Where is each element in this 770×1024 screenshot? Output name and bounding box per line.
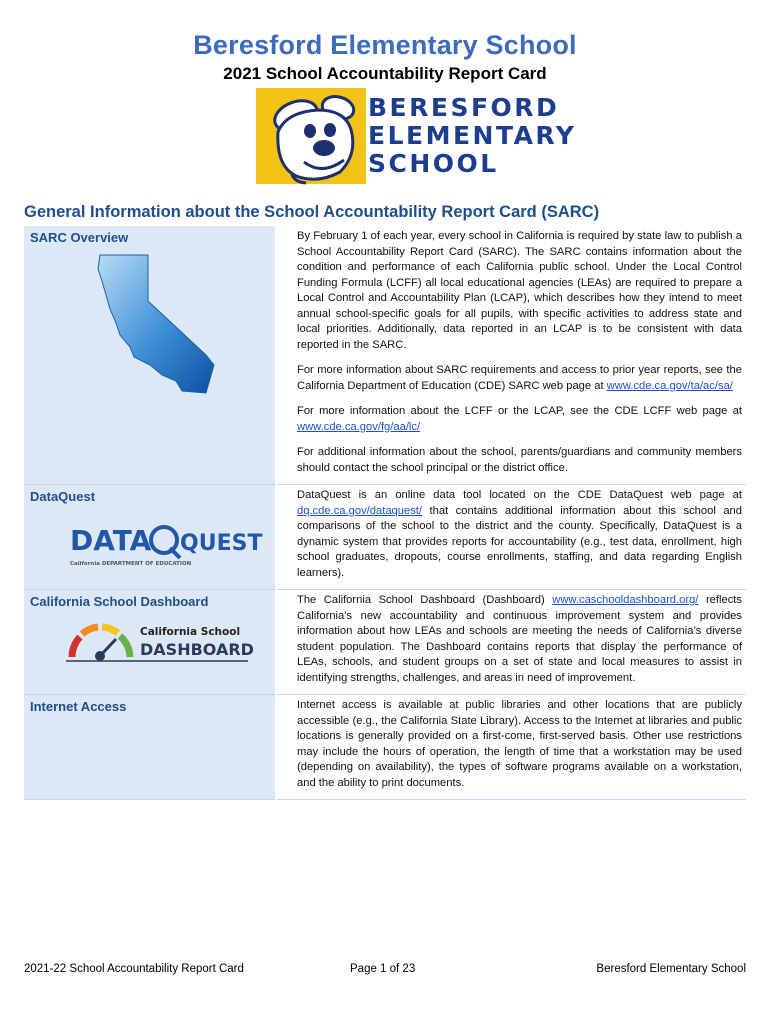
dashboard-paragraph [297, 593, 742, 686]
gauge-segment-red [72, 637, 80, 657]
section-heading: General Information about the School Accountability Report Card (SARC) [24, 203, 600, 221]
row-text-dashboard [276, 590, 746, 695]
row-label: Internet Access [30, 699, 127, 714]
table-row-dashboard [24, 590, 746, 695]
dataquest-logo-word-a: DATA [70, 524, 152, 557]
dashboard-text-before: The California School Dashboard (Dashboard) [297, 594, 553, 606]
dataquest-logo-caption: California DEPARTMENT OF EDUCATION [70, 561, 192, 567]
dataquest-logo [30, 510, 263, 570]
row-text-dataquest [276, 485, 746, 590]
dashboard-logo [30, 615, 254, 665]
sarc-paragraph-3 [297, 404, 742, 435]
gauge-segment-orange [82, 627, 98, 634]
footer-right: Beresford Elementary School [596, 963, 746, 975]
dataquest-paragraph [297, 488, 742, 581]
report-subtitle: 2021 School Accountability Report Card [223, 64, 547, 83]
dashboard-link[interactable]: www.caschooldashboard.org/ [552, 594, 699, 606]
row-label: SARC Overview [30, 230, 129, 245]
mascot-eye-left [304, 124, 316, 138]
dataquest-text-before: DataQuest is an online data tool located on the CDE DataQuest web page at [297, 489, 742, 501]
mascot-nose [313, 140, 335, 156]
sarc-paragraph-2 [297, 363, 742, 394]
table-row-dataquest [24, 485, 746, 590]
logo-line-1: BERESFORD [368, 93, 560, 122]
logo-line-2: ELEMENTARY [368, 121, 577, 150]
dataquest-logo-word-b: QUEST [180, 531, 263, 556]
gauge-segment-green [120, 636, 130, 657]
sarc-paragraph-2-text: For more information about SARC requirements and access to prior year reports, see the California Department of Education (CDE) SARC web page at [297, 364, 742, 392]
dataquest-link[interactable]: dq.cde.ca.gov/dataquest/ [297, 504, 423, 517]
sarc-info-table [24, 226, 746, 800]
sarc-paragraph-3-text: For more information about the LCFF or the LCAP, see the CDE LCFF web page at [297, 405, 742, 417]
gauge-segment-yellow [102, 627, 118, 633]
dataquest-text-after: that contains additional information about this school and comparisons of the school to the district and the county. Specifically, DataQuest is a dynamic system that provides reports for accountability (e.g., test data, enrollment, high school graduates, dropouts, course enrollments, staffing, and data regarding English learners). [297, 504, 742, 579]
cde-lcff-link[interactable]: www.cde.ca.gov/fg/aa/lc/ [297, 420, 421, 433]
table-row-sarc-overview [24, 226, 746, 485]
california-map-image [30, 251, 250, 401]
row-label-dataquest [24, 485, 276, 590]
row-text-internet-access [276, 695, 746, 800]
dashboard-text-after: reflects California’s new accountability and continuous improvement system and provides information about how LEAs and schools are meeting the needs of California’s diverse student population. The Dashboard contains reports that display the performance of LEAs, schools, and student groups on a set of state and local measures to assist in identifying strengths, challenges, and areas in need of improvement. [297, 594, 743, 684]
page-title: Beresford Elementary School [193, 30, 577, 60]
logo-line-3: SCHOOL [368, 149, 499, 178]
row-label: California School Dashboard [30, 594, 209, 609]
dashboard-logo-line-1: California School [140, 626, 241, 638]
logo-wordmark [368, 94, 576, 178]
dashboard-logo-line-2: DASHBOARD [140, 640, 254, 659]
internet-paragraph: Internet access is available at public libraries and other locations that are publicly accessible (e.g., the California State Library). Access to the Internet at libraries and public locations is generally provided on a first-come, first-served basis. Other use restrictions may include the hours of operation, the length of time that a workstation may be used (depending on availability), the types of software programs available on a workstation, and the ability to print documents. [297, 699, 742, 789]
footer-left: 2021-22 School Accountability Report Card [24, 963, 244, 975]
row-label-sarc-overview [24, 226, 276, 485]
sarc-paragraph-1: By February 1 of each year, every school in California is required by state law to publish a School Accountability Report Card (SARC). The SARC contains information about the condition and performance of each California public school. Under the Local Control Funding Formula (LCFF) all local educational agencies (LEAs) are required to prepare a Local Control and Accountability Plan (LCAP), which describes how they intend to meet annual school-specific goals for all pupils, with specific activities to address state and local priorities. Additionally, data reported in an LCAP is to be consistent with data reported in the SARC. [297, 230, 742, 351]
row-label: DataQuest [30, 489, 96, 504]
cde-sarc-link[interactable]: www.cde.ca.gov/ta/ac/sa/ [606, 379, 733, 392]
table-row-internet-access [24, 695, 746, 800]
footer-page-number: Page 1 of 23 [350, 963, 416, 975]
sarc-paragraph-4: For additional information about the school, parents/guardians and community members should contact the school principal or the district office. [297, 446, 742, 474]
row-label-dashboard [24, 590, 276, 695]
row-label-internet-access [24, 695, 276, 800]
mascot-eye-right [324, 123, 336, 137]
row-text-sarc-overview [276, 226, 746, 485]
